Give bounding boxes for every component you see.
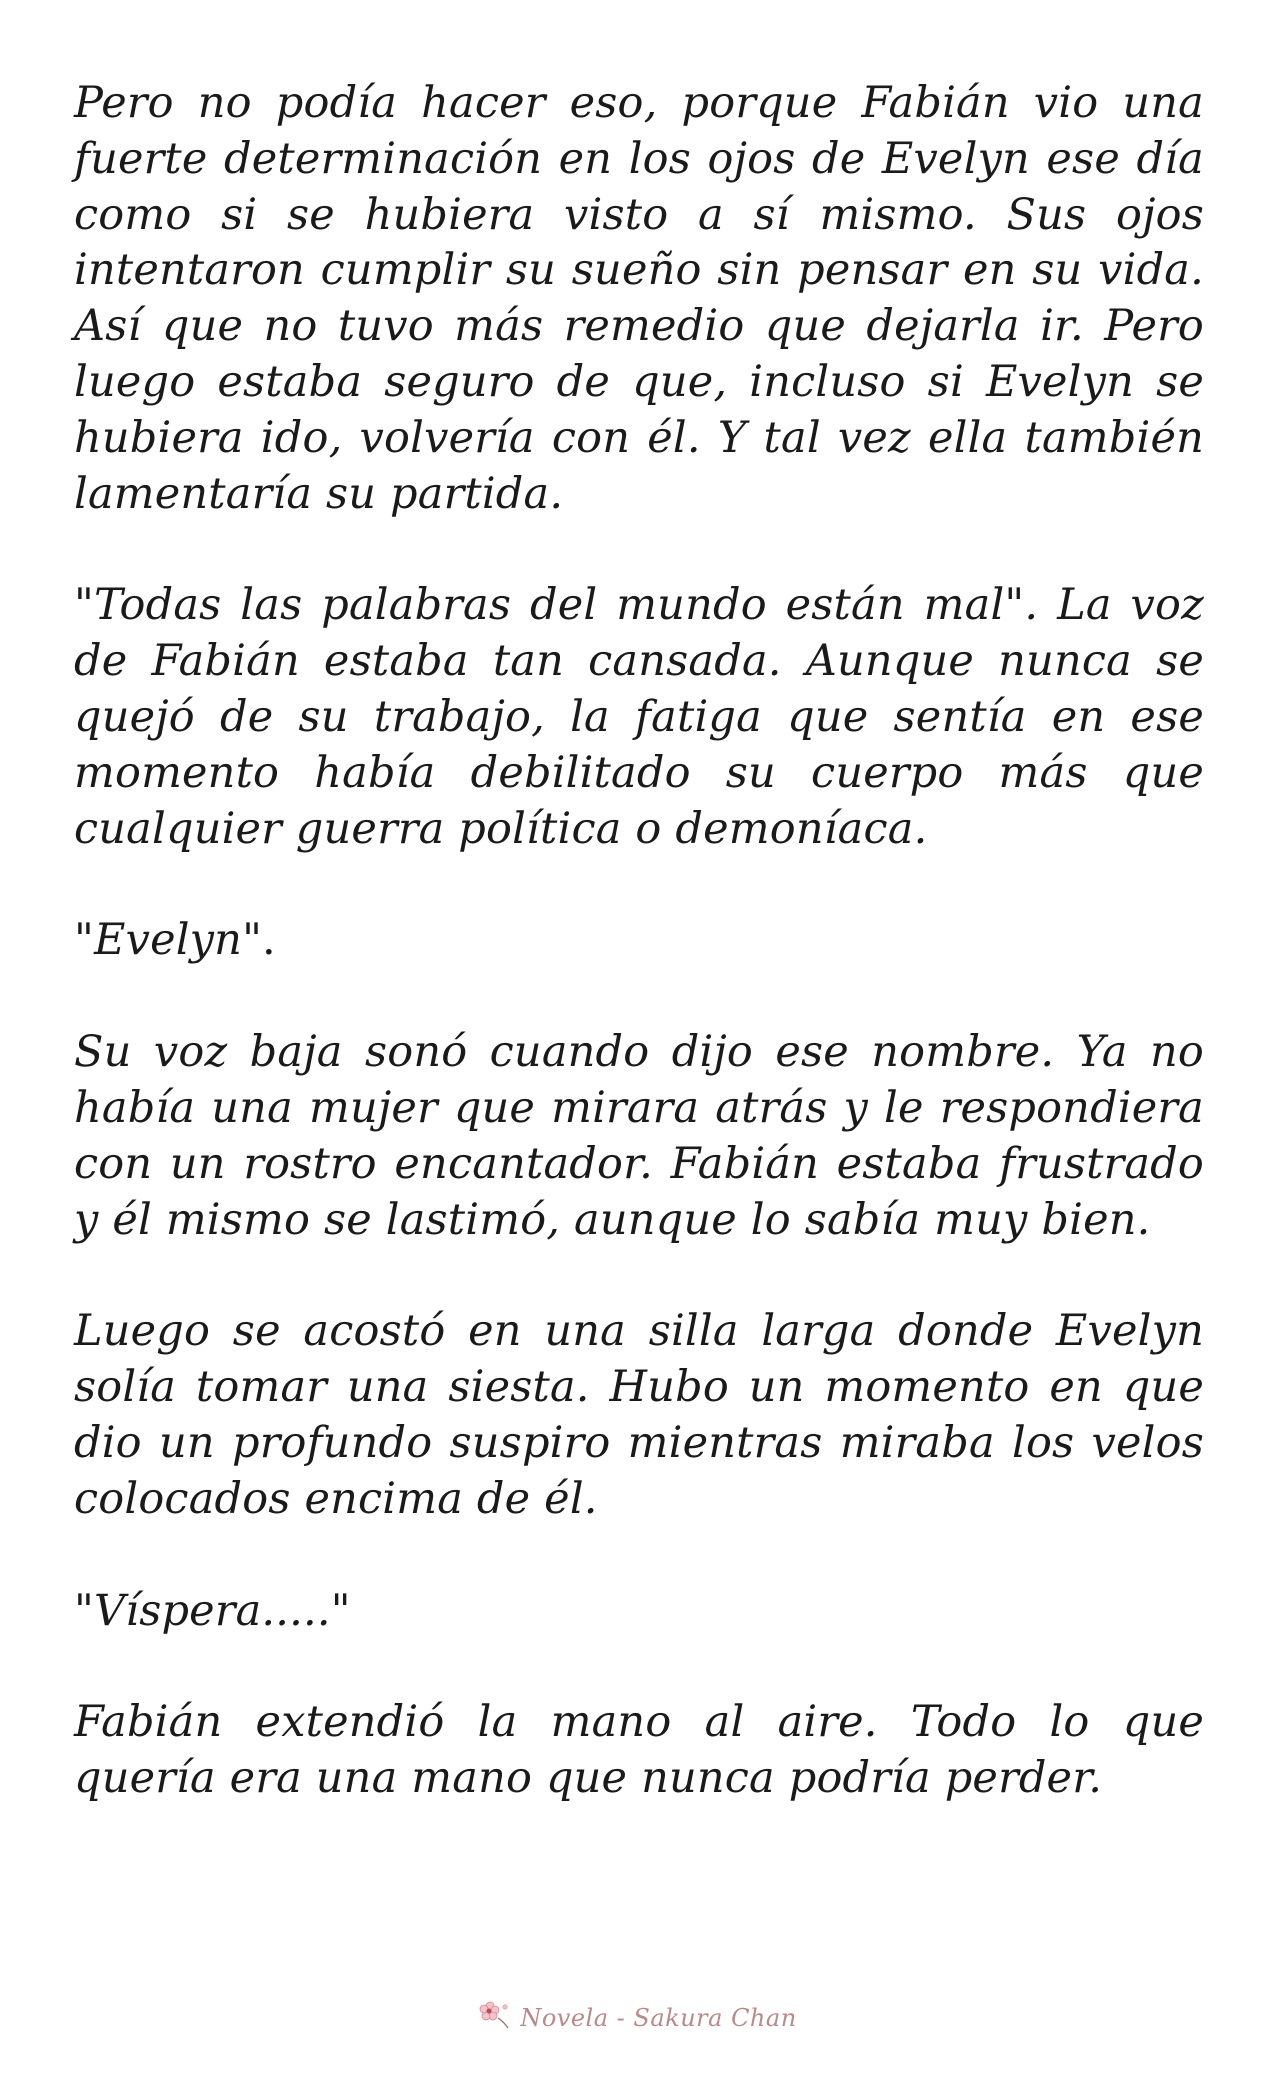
quote-open-mark: " — [74, 915, 94, 966]
quote-close-mark: ". — [242, 915, 276, 966]
paragraph-7: Fabián extendió la mano al aire. Todo lo que quería era una mano que nunca podría perder. — [74, 1697, 1204, 1804]
quote-close-mark: " — [330, 1585, 351, 1636]
footer-watermark — [0, 1998, 1275, 2037]
quote-open-mark: " — [74, 1585, 94, 1636]
sakura-flower-icon — [478, 1998, 512, 2037]
paragraph-3-quote — [74, 913, 1204, 969]
paragraph-5: Luego se acostó en una silla larga donde Evelyn solía tomar una siesta. Hubo un momento en que dio un profundo suspiro mientras miraba los velos colocados encima de él. — [74, 1306, 1204, 1524]
paragraph-4: Su voz baja sonó cuando dijo ese nombre. Ya no había una mujer que mirara atrás y le respondiera con un rostro encantador. Fabián estaba frustrado y él mismo se lastimó, aunque lo sabía muy bien. — [74, 1027, 1204, 1245]
quote-text: Evelyn — [93, 915, 243, 966]
quote-text: Víspera..... — [93, 1585, 331, 1636]
paragraph-6-quote — [74, 1584, 1204, 1640]
paragraph-1: Pero no podía hacer eso, porque Fabián vio una fuerte determinación en los ojos de Evelyn ese día como si se hubiera visto a sí mismo. Sus ojos intentaron cumplir su sueño sin pensar en su vida. Así que no tuvo más remedio que dejarla ir. Pero luego estaba seguro de que, incluso si Evelyn se hubiera ido, volvería con él. Y tal vez ella también lamentaría su partida. — [74, 78, 1204, 519]
document-body — [74, 76, 1204, 1863]
paragraph-2: "Todas las palabras del mundo están mal". La voz de Fabián estaba tan cansada. Aunque nunca se quejó de su trabajo, la fatiga que sentía en ese momento había debilitado su cuerpo más que cualquier guerra política o demoníaca. — [74, 580, 1204, 854]
footer-text: Novela - Sakura Chan — [520, 2003, 797, 2032]
